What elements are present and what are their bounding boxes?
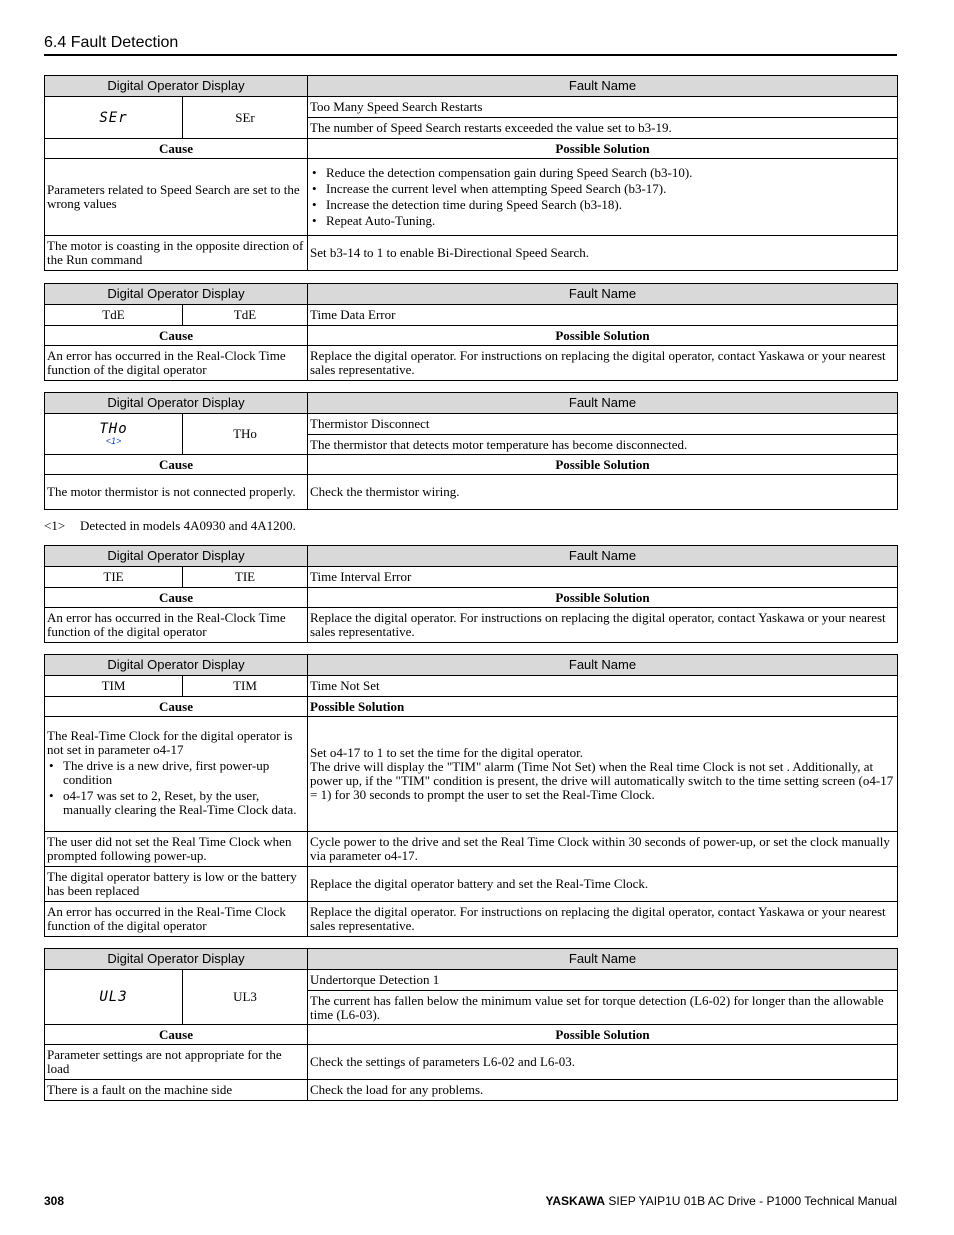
lcd-display: TdE <box>45 305 183 326</box>
fault-table-ser <box>44 75 898 271</box>
solution-text: Replace the digital operator. For instructions on replacing the digital operator, contact Yaskawa or your nearest sales representative. <box>308 346 898 381</box>
fault-name: Time Interval Error <box>308 567 898 588</box>
solution-item: • Increase the detection time during Speed Search (b3-18). <box>326 198 895 212</box>
fault-table-tie <box>44 545 898 643</box>
cause-block <box>45 717 308 832</box>
display-header: Digital Operator Display <box>45 949 308 970</box>
fault-table-ul3 <box>44 948 898 1101</box>
fault-name: Time Data Error <box>308 305 898 326</box>
solution-header: Possible Solution <box>308 326 898 346</box>
solution-text: Check the thermistor wiring. <box>308 475 898 510</box>
solution-text: Set b3-14 to 1 to enable Bi-Directional Speed Search. <box>308 236 898 271</box>
cause-text: Parameters related to Speed Search are set to the wrong values <box>45 159 308 236</box>
cause-header: Cause <box>45 326 308 346</box>
cause-header: Cause <box>45 588 308 608</box>
display-header: Digital Operator Display <box>45 284 308 305</box>
fault-code: TIE <box>183 567 308 588</box>
fault-name-header: Fault Name <box>308 284 898 305</box>
solution-item: • Repeat Auto-Tuning. <box>326 214 895 228</box>
fault-name: Thermistor Disconnect <box>308 414 898 435</box>
lcd-display: TIM <box>45 676 183 697</box>
brand-name: YASKAWA <box>545 1194 606 1208</box>
display-header: Digital Operator Display <box>45 393 308 414</box>
cause-text: An error has occurred in the Real-Clock Time function of the digital operator <box>45 346 308 381</box>
lcd-display <box>45 970 183 1025</box>
fault-name-header: Fault Name <box>308 546 898 567</box>
fault-code: UL3 <box>183 970 308 1025</box>
footnote-mark: <1> <box>44 518 66 533</box>
solution-text: Cycle power to the drive and set the Real Time Clock within 30 seconds of power-up, or set the clock manually via parameter o4-17. <box>308 832 898 867</box>
fault-table-tho <box>44 392 898 510</box>
cause-header: Cause <box>45 139 308 159</box>
section-title: 6.4 Fault Detection <box>44 34 179 51</box>
cause-text: The motor is coasting in the opposite direction of the Run command <box>45 236 308 271</box>
fault-name: Time Not Set <box>308 676 898 697</box>
cause-item: • The drive is a new drive, first power-up condition <box>63 759 305 787</box>
fault-description: The number of Speed Search restarts exceeded the value set to b3-19. <box>308 118 898 139</box>
fault-name: Too Many Speed Search Restarts <box>308 97 898 118</box>
cause-header: Cause <box>45 1025 308 1045</box>
cause-header: Cause <box>45 697 308 717</box>
fault-name: Undertorque Detection 1 <box>308 970 898 991</box>
solution-header: Possible Solution <box>308 697 898 717</box>
lcd-code: UL3 <box>99 989 128 1005</box>
fault-description: The current has fallen below the minimum value set for torque detection (L6-02) for longer than the allowable time (L6-03). <box>308 991 898 1025</box>
solution-block <box>308 717 898 832</box>
display-header: Digital Operator Display <box>45 76 308 97</box>
footnote <box>44 518 296 534</box>
fault-name-header: Fault Name <box>308 76 898 97</box>
solution-text: Set o4-17 to 1 to set the time for the digital operator. <box>310 745 583 760</box>
solution-header: Possible Solution <box>308 139 898 159</box>
solution-header: Possible Solution <box>308 455 898 475</box>
page-number: 308 <box>44 1194 65 1208</box>
solution-item: • Reduce the detection compensation gain during Speed Search (b3-10). <box>326 166 895 180</box>
solution-text: The drive will display the "TIM" alarm (Time Not Set) when the Real time Clock is not set . Additionally, at power up, if the "TIM" condition is present, the drive will automatically switch to the time setting screen (o4-17 = 1) for 30 seconds to prompt the user to set the Real-Time Clock. <box>310 759 894 802</box>
footer-title <box>545 1194 897 1208</box>
solution-item: • Increase the current level when attempting Speed Search (b3-17). <box>326 182 895 196</box>
lcd-code: SEr <box>99 109 128 126</box>
lcd-code: THo <box>99 421 128 437</box>
solution-text: Replace the digital operator battery and set the Real-Time Clock. <box>308 867 898 902</box>
lcd-display: TIE <box>45 567 183 588</box>
fault-table-tde <box>44 283 898 381</box>
cause-header: Cause <box>45 455 308 475</box>
fault-code: TdE <box>183 305 308 326</box>
cause-text: The user did not set the Real Time Clock when prompted following power-up. <box>45 832 308 867</box>
cause-text: Parameter settings are not appropriate for the load <box>45 1045 308 1080</box>
solution-text: Replace the digital operator. For instructions on replacing the digital operator, contact Yaskawa or your nearest sales representative. <box>308 902 898 937</box>
solution-text: Check the load for any problems. <box>308 1080 898 1101</box>
fault-name-header: Fault Name <box>308 655 898 676</box>
fault-code: THo <box>183 414 308 455</box>
solution-list <box>308 159 898 236</box>
cause-text: An error has occurred in the Real-Clock Time function of the digital operator <box>45 608 308 643</box>
cause-text: The motor thermistor is not connected properly. <box>45 475 308 510</box>
lcd-display <box>45 97 183 139</box>
cause-text: There is a fault on the machine side <box>45 1080 308 1101</box>
solution-header: Possible Solution <box>308 588 898 608</box>
fault-code: TIM <box>183 676 308 697</box>
solution-text: Replace the digital operator. For instructions on replacing the digital operator, contact Yaskawa or your nearest sales representative. <box>308 608 898 643</box>
manual-title: SIEP YAIP1U 01B AC Drive - P1000 Technical Manual <box>608 1194 897 1208</box>
solution-text: Check the settings of parameters L6-02 and L6-03. <box>308 1045 898 1080</box>
fault-name-header: Fault Name <box>308 949 898 970</box>
display-header: Digital Operator Display <box>45 546 308 567</box>
title-rule <box>44 54 897 56</box>
display-header: Digital Operator Display <box>45 655 308 676</box>
fault-name-header: Fault Name <box>308 393 898 414</box>
cause-text: The Real-Time Clock for the digital operator is not set in parameter o4-17 <box>47 728 293 757</box>
fault-table-tim <box>44 654 898 937</box>
fault-description: The thermistor that detects motor temperature has become disconnected. <box>308 435 898 455</box>
cause-text: An error has occurred in the Real-Time Clock function of the digital operator <box>45 902 308 937</box>
cause-text: The digital operator battery is low or the battery has been replaced <box>45 867 308 902</box>
footnote-link[interactable]: <1> <box>105 436 122 446</box>
cause-item: • o4-17 was set to 2, Reset, by the user, manually clearing the Real-Time Clock data. <box>63 789 305 817</box>
solution-header: Possible Solution <box>308 1025 898 1045</box>
footnote-text: Detected in models 4A0930 and 4A1200. <box>80 518 296 533</box>
lcd-display <box>45 414 183 455</box>
fault-code: SEr <box>183 97 308 139</box>
